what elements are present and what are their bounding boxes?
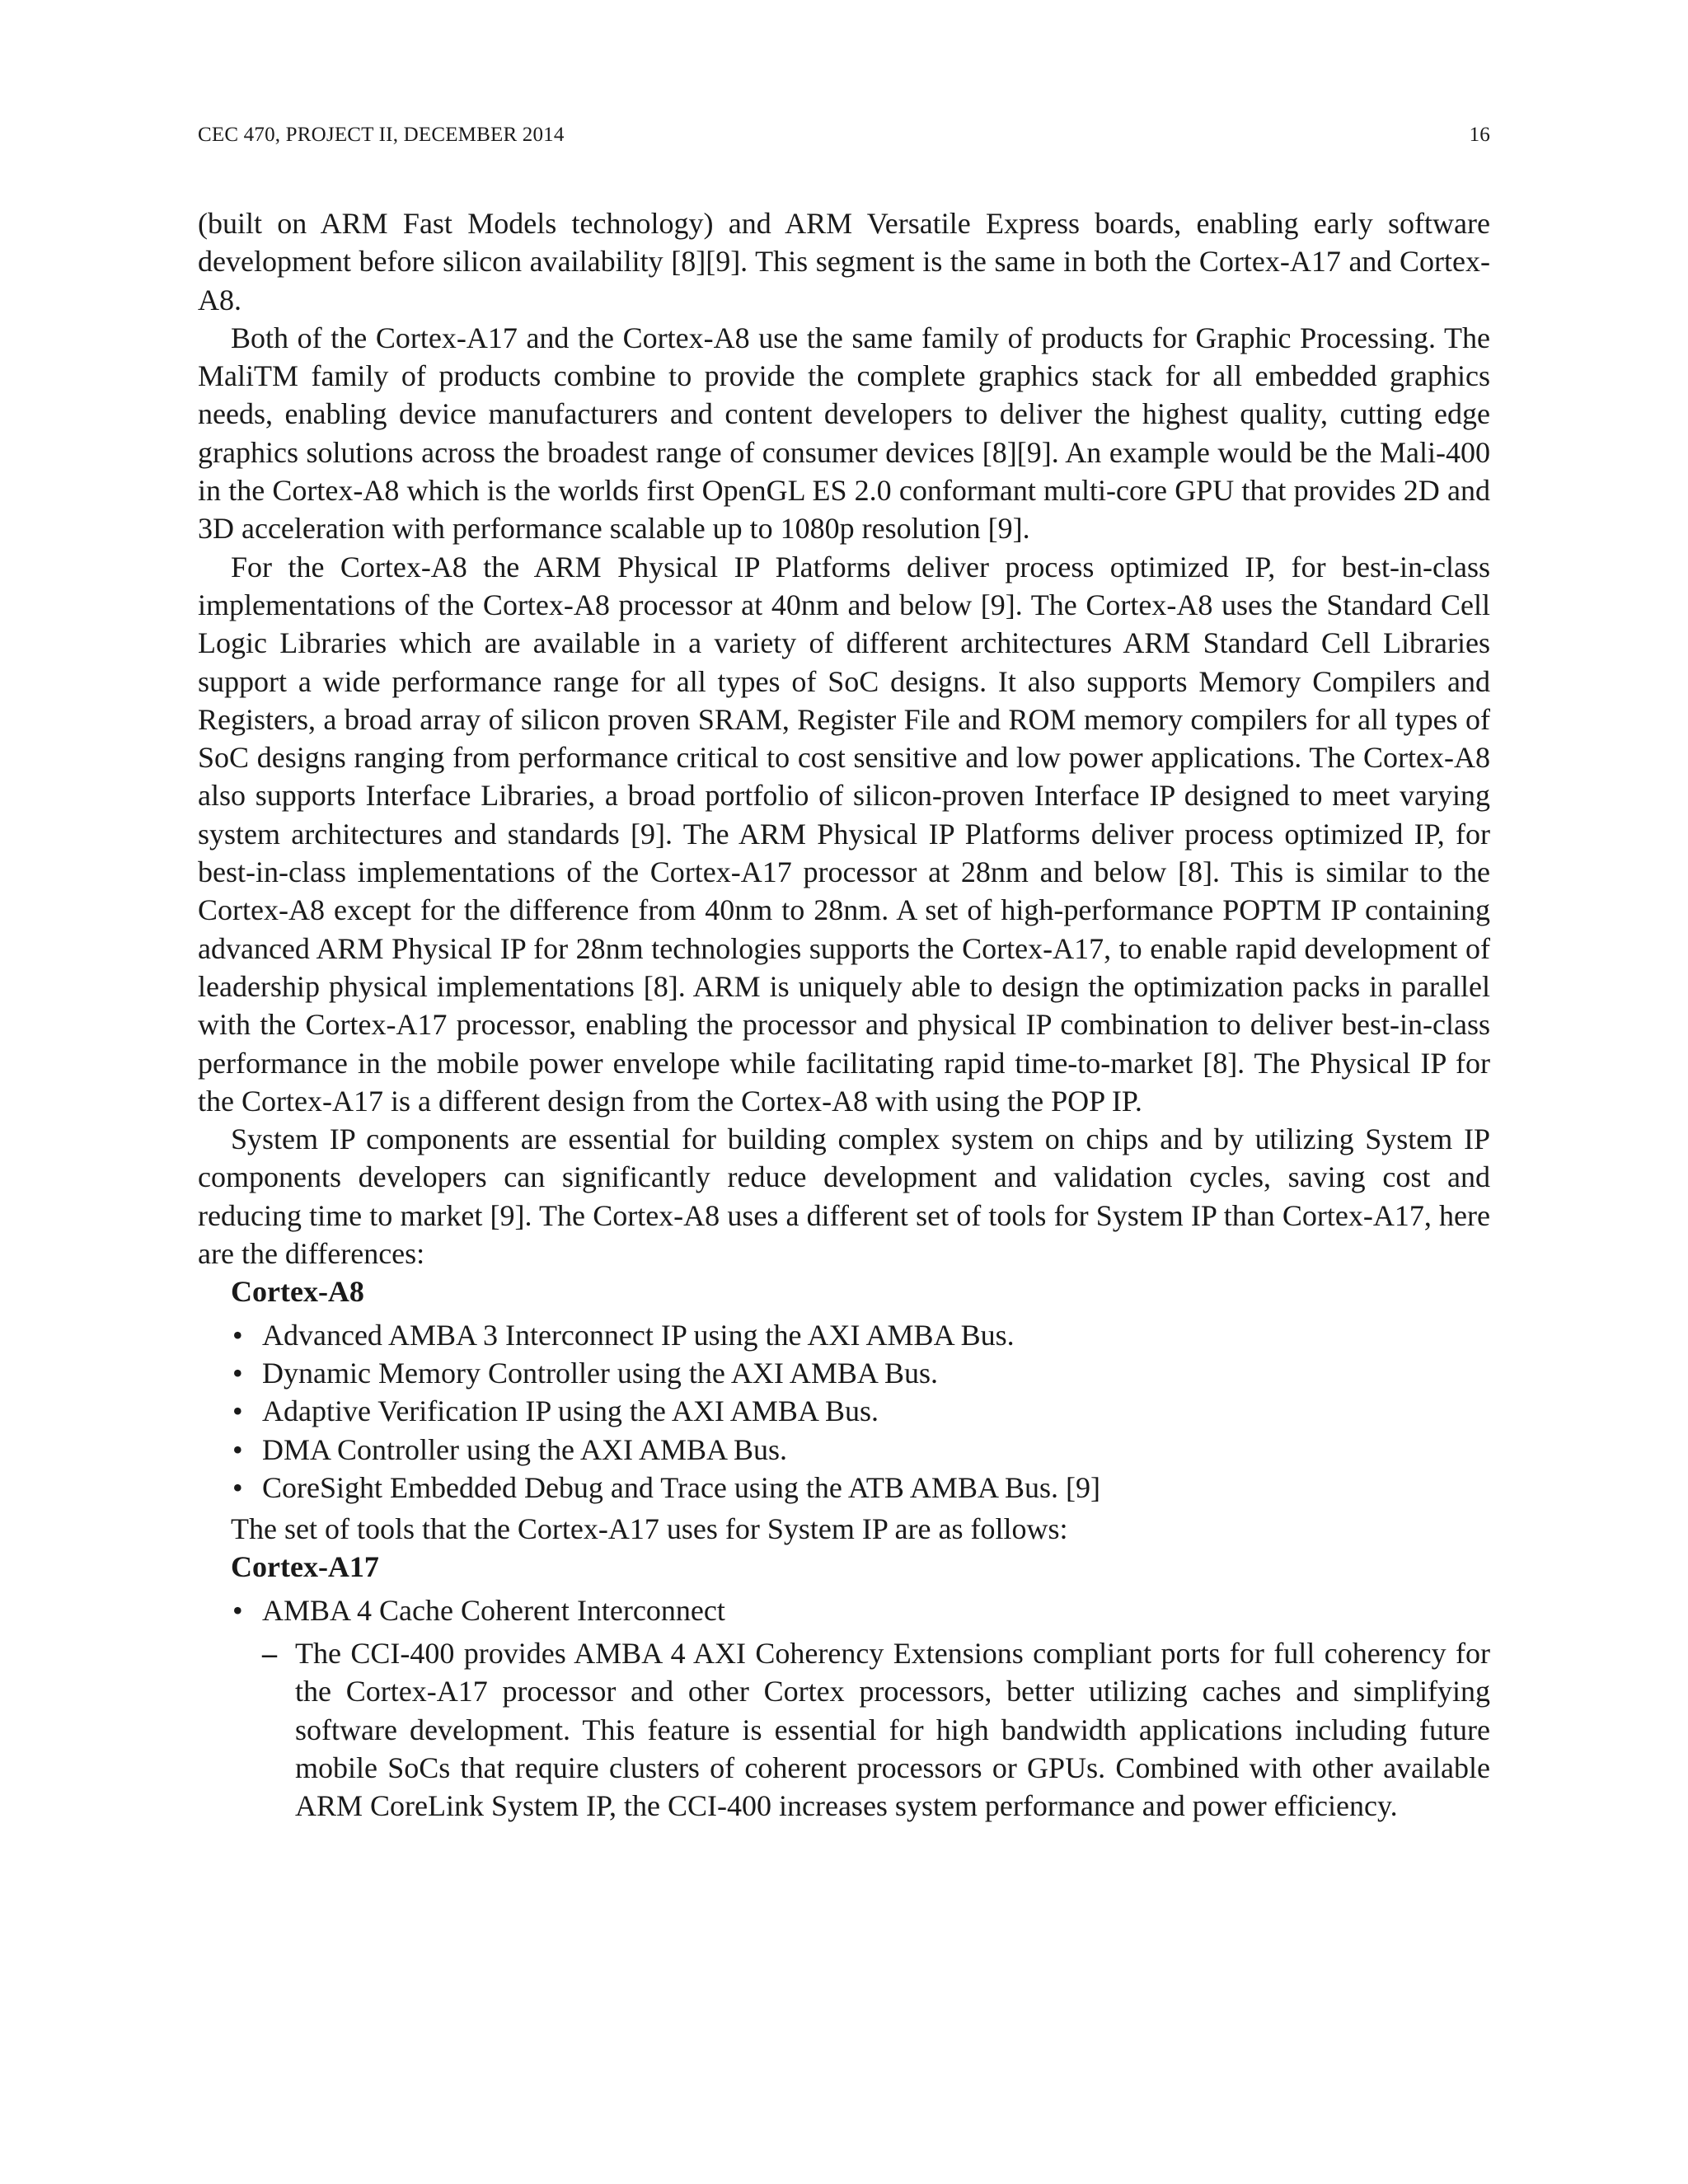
list-item bbox=[231, 1392, 1490, 1430]
bullet-icon: • bbox=[232, 1318, 243, 1352]
bullet-icon: • bbox=[232, 1356, 243, 1390]
list-item-text: Adaptive Verification IP using the AXI AMBA Bus. bbox=[262, 1394, 879, 1428]
section-heading-cortex-a17: Cortex-A17 bbox=[231, 1550, 379, 1584]
list-item bbox=[231, 1469, 1490, 1507]
list-item-text: AMBA 4 Cache Coherent Interconnect bbox=[262, 1593, 725, 1627]
dash-icon: – bbox=[262, 1636, 277, 1670]
sub-list-item bbox=[262, 1634, 1490, 1825]
list-item-text: DMA Controller using the AXI AMBA Bus. bbox=[262, 1432, 788, 1466]
list-item-text: Dynamic Memory Controller using the AXI AMBA Bus. bbox=[262, 1356, 938, 1390]
cortex-a17-list bbox=[198, 1591, 1490, 1629]
paragraph-graphics-processing: Both of the Cortex-A17 and the Cortex-A8 use the same family of products for Graphic Processing. The MaliTM family of products combine to provide the complete graphics stack for all embedded graphics needs, enabling device manufacturers and content developers to deliver the highest quality, cutting edge graphics solutions across the broadest range of consumer devices [8][9]. An example would be the Mali-400 in the Cortex-A8 which is the worlds first OpenGL ES 2.0 conformant multi-core GPU that provides 2D and 3D acceleration with performance scalable up to 1080p resolution [9]. bbox=[198, 321, 1490, 546]
cortex-a17-sublist bbox=[198, 1634, 1490, 1825]
paragraph-system-ip: System IP components are essential for building complex system on chips and by utilizing System IP components developers can significantly reduce development and validation cycles, saving cost and reducing time to market [9]. The Cortex-A8 uses a different set of tools for System IP than Cortex-A17, here are the differences: bbox=[198, 1122, 1490, 1271]
bullet-icon: • bbox=[232, 1470, 243, 1504]
paragraph-physical-ip: For the Cortex-A8 the ARM Physical IP Platforms deliver process optimized IP, for best-in-class implementations of the Cortex-A8 processor at 40nm and below [9]. The Cortex-A8 uses the Standard Cell Logic Libraries which are available in a variety of different architectures ARM Standard Cell Libraries support a wide performance range for all types of SoC designs. It also supports Memory Compilers and Registers, a broad array of silicon proven SRAM, Register File and ROM memory compilers for all types of SoC designs ranging from performance critical to cost sensitive and low power applications. The Cortex-A8 also supports Interface Libraries, a broad portfolio of silicon-proven Interface IP designed to meet varying system architectures and standards [9]. The ARM Physical IP Platforms deliver process optimized IP, for best-in-class implementations of the Cortex-A17 processor at 28nm and below [8]. This is similar to the Cortex-A8 except for the difference from 40nm to 28nm. A set of high-performance POPTM IP containing advanced ARM Physical IP for 28nm technologies supports the Cortex-A17, to enable rapid development of leadership physical implementations [8]. ARM is uniquely able to design the optimization packs in parallel with the Cortex-A17 processor, enabling the processor and physical IP combination to deliver best-in-class performance in the mobile power envelope while facilitating rapid time-to-market [8]. The Physical IP for the Cortex-A17 is a different design from the Cortex-A8 with using the POP IP. bbox=[198, 550, 1490, 1118]
bullet-icon: • bbox=[232, 1432, 243, 1466]
transition-line: The set of tools that the Cortex-A17 uses for System IP are as follows: bbox=[231, 1512, 1068, 1546]
running-header bbox=[198, 124, 1490, 147]
body-text bbox=[198, 204, 1490, 1825]
page-number: 16 bbox=[1469, 124, 1490, 146]
document-page bbox=[198, 124, 1490, 1825]
list-item bbox=[231, 1591, 1490, 1629]
section-heading-cortex-a8: Cortex-A8 bbox=[231, 1275, 364, 1309]
list-item bbox=[231, 1354, 1490, 1392]
list-item bbox=[231, 1431, 1490, 1469]
sub-list-item-text: The CCI-400 provides AMBA 4 AXI Coherency Extensions compliant ports for full coherency for the Cortex-A17 processor and other Cortex processors, better utilizing caches and simplifying software development. This feature is essential for high bandwidth applications including future mobile SoCs that require clusters of coherent processors or GPUs. Combined with other available ARM CoreLink System IP, the CCI-400 increases system performance and power efficiency. bbox=[295, 1636, 1490, 1823]
cortex-a8-list bbox=[198, 1316, 1490, 1507]
list-item-text: CoreSight Embedded Debug and Trace using the ATB AMBA Bus. [9] bbox=[262, 1470, 1100, 1504]
list-item bbox=[231, 1316, 1490, 1354]
paragraph-continuation: (built on ARM Fast Models technology) and ARM Versatile Express boards, enabling early software development before silicon availability [8][9]. This segment is the same in both the Cortex-A17 and Cortex-A8. bbox=[198, 207, 1490, 316]
header-title: CEC 470, PROJECT II, DECEMBER 2014 bbox=[198, 124, 565, 146]
bullet-icon: • bbox=[232, 1593, 243, 1627]
list-item-text: Advanced AMBA 3 Interconnect IP using the AXI AMBA Bus. bbox=[262, 1318, 1015, 1352]
bullet-icon: • bbox=[232, 1394, 243, 1428]
